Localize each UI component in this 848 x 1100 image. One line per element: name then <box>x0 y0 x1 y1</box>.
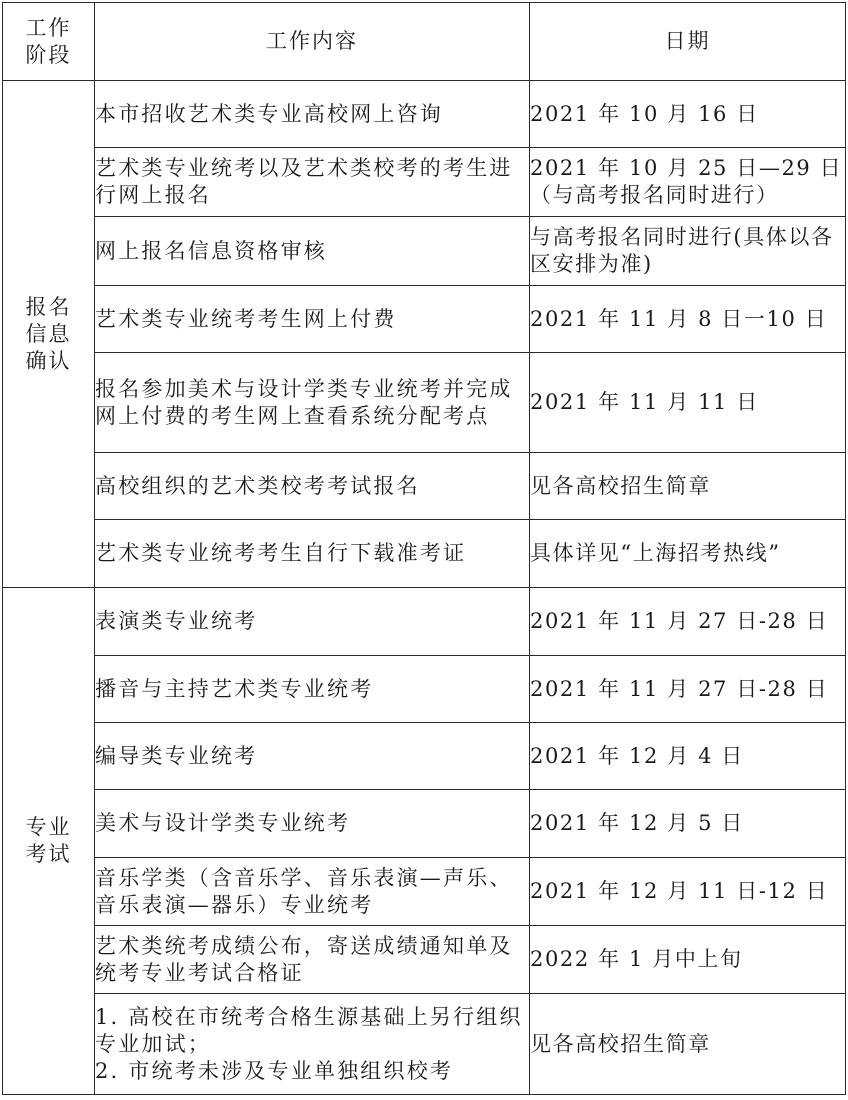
table-row <box>3 217 846 286</box>
table-row <box>3 858 846 926</box>
date-cell: 2021 年 11 月 27 日-28 日 <box>530 588 846 656</box>
content-cell: 高校组织的艺术类校考考试报名 <box>95 453 530 520</box>
content-cell: 艺术类专业统考考生网上付费 <box>95 286 530 353</box>
date-cell: 见各高校招生简章 <box>530 453 846 520</box>
table-row <box>3 81 846 148</box>
date-cell: 2021 年 11 月 27 日-28 日 <box>530 656 846 723</box>
date-cell: 2021 年 12 月 4 日 <box>530 723 846 790</box>
table-row <box>3 790 846 858</box>
content-cell: 美术与设计学类专业统考 <box>95 790 530 858</box>
date-cell: 2022 年 1 月中上旬 <box>530 926 846 994</box>
stage-cell-registration: 报名 信息 确认 <box>3 81 95 588</box>
content-cell: 报名参加美术与设计学类专业统考并完成网上付费的考生网上查看系统分配考点 <box>95 353 530 453</box>
content-cell: 艺术类专业统考考生自行下载准考证 <box>95 520 530 588</box>
date-cell: 与高考报名同时进行(具体以各区安排为准) <box>530 217 846 286</box>
content-cell: 表演类专业统考 <box>95 588 530 656</box>
table-row <box>3 148 846 217</box>
date-cell: 2021 年 10 月 25 日—29 日（与高考报名同时进行） <box>530 148 846 217</box>
content-cell: 网上报名信息资格审核 <box>95 217 530 286</box>
date-cell: 具体详见“上海招考热线” <box>530 520 846 588</box>
date-cell: 2021 年 12 月 11 日-12 日 <box>530 858 846 926</box>
table-row <box>3 588 846 656</box>
header-stage: 工作 阶段 <box>3 3 95 81</box>
schedule-table <box>2 2 846 1095</box>
table-row <box>3 453 846 520</box>
content-cell: 本市招收艺术类专业高校网上咨询 <box>95 81 530 148</box>
table-row <box>3 926 846 994</box>
header-content: 工作内容 <box>95 3 530 81</box>
header-date: 日期 <box>530 3 846 81</box>
table-row <box>3 723 846 790</box>
date-cell: 2021 年 11 月 8 日一10 日 <box>530 286 846 353</box>
table-row <box>3 353 846 453</box>
content-cell: 播音与主持艺术类专业统考 <box>95 656 530 723</box>
date-cell: 2021 年 12 月 5 日 <box>530 790 846 858</box>
table-row <box>3 520 846 588</box>
date-cell: 2021 年 10 月 16 日 <box>530 81 846 148</box>
stage-cell-exams: 专业 考试 <box>3 588 95 1095</box>
content-cell: 音乐学类（含音乐学、音乐表演—声乐、音乐表演—器乐）专业统考 <box>95 858 530 926</box>
content-cell: 艺术类专业统考以及艺术类校考的考生进行网上报名 <box>95 148 530 217</box>
content-cell: 1. 高校在市统考合格生源基础上另行组织专业加试； 2. 市统考未涉及专业单独组织校考 <box>95 994 530 1095</box>
table-row <box>3 994 846 1095</box>
table-row <box>3 656 846 723</box>
content-cell: 艺术类统考成绩公布，寄送成绩通知单及统考专业考试合格证 <box>95 926 530 994</box>
header-row <box>3 3 846 81</box>
content-cell: 编导类专业统考 <box>95 723 530 790</box>
date-cell: 见各高校招生简章 <box>530 994 846 1095</box>
date-cell: 2021 年 11 月 11 日 <box>530 353 846 453</box>
table-row <box>3 286 846 353</box>
